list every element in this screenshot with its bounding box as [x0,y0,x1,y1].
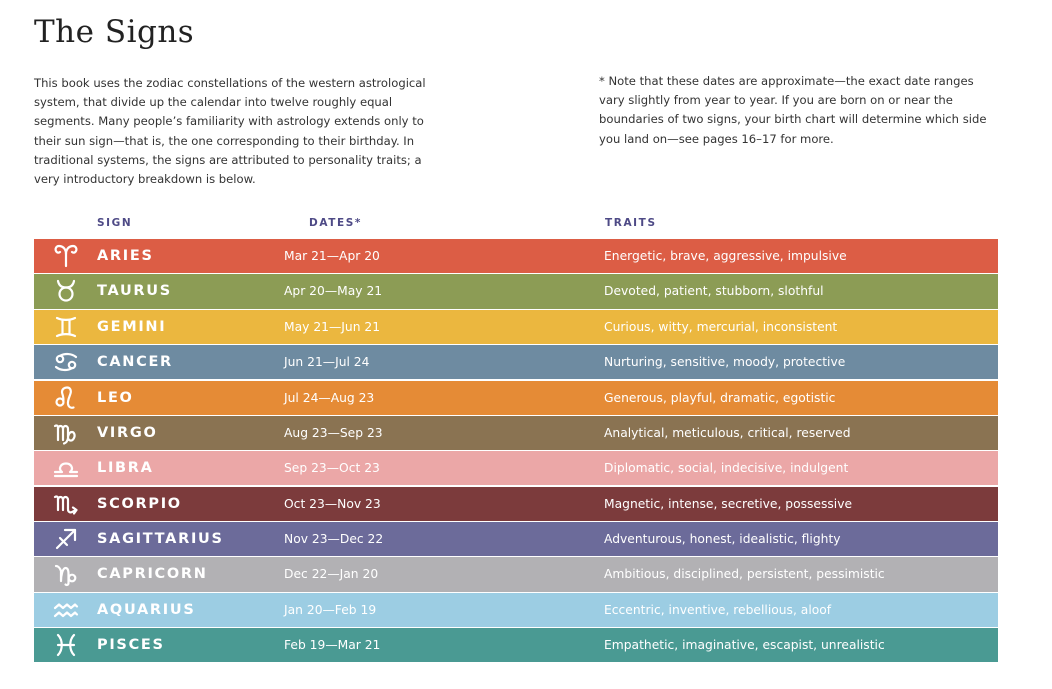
sign-dates: Apr 20—May 21 [284,284,383,299]
sign-dates: Aug 23—Sep 23 [284,425,383,440]
sign-traits: Devoted, patient, stubborn, slothful [604,284,824,299]
sign-traits: Analytical, meticulous, critical, reserved [604,425,851,440]
sign-traits: Eccentric, inventive, rebellious, aloof [604,602,832,617]
sign-traits: Nurturing, sensitive, moody, protective [604,355,846,370]
sign-dates: Dec 22—Jan 20 [284,567,379,582]
table-row [34,345,998,379]
capricorn-icon [34,557,97,591]
table-row [34,487,998,521]
table-row [34,628,998,662]
aries-icon [34,239,97,273]
table-row [34,451,998,485]
pisces-icon [34,628,97,662]
page-title: The Signs [34,14,195,50]
sign-name: AQUARIUS [97,601,196,618]
sign-dates: Sep 23—Oct 23 [284,461,380,476]
table-row [34,593,998,627]
sagittarius-icon [34,522,97,556]
sign-traits: Curious, witty, mercurial, inconsistent [604,319,838,334]
table-row [34,274,998,308]
sign-name: SCORPIO [97,495,182,512]
sign-name: PISCES [97,637,165,654]
sign-name: SAGITTARIUS [97,531,224,547]
dates-note: * Note that these dates are approximate—the exact date ranges vary slightly from year to year. If you are born on or near the boundaries of two signs, your birth chart will determine which side you land on—see pages 16–17 for more. [599,74,987,146]
sign-traits: Ambitious, disciplined, persistent, pessimistic [604,567,885,582]
table-row [34,381,998,415]
table-row [34,522,998,556]
sign-dates: Nov 23—Dec 22 [284,532,384,546]
sign-dates: Jan 20—Feb 19 [284,602,377,617]
gemini-icon [34,310,97,344]
sign-name: LIBRA [97,460,154,477]
leo-icon [34,381,97,415]
table-row [34,310,998,344]
sign-dates: Oct 23—Nov 23 [284,496,381,511]
column-header-dates: DATES* [309,217,363,229]
table-row [34,557,998,591]
sign-traits: Empathetic, imaginative, escapist, unrealistic [604,638,885,653]
sign-traits: Energetic, brave, aggressive, impulsive [604,249,847,263]
libra-icon [34,451,97,485]
zodiac-table [34,239,998,664]
sign-traits: Magnetic, intense, secretive, possessive [604,496,853,511]
taurus-icon [34,274,97,308]
sign-traits: Generous, playful, dramatic, egotistic [604,390,836,405]
sign-dates: May 21—Jun 21 [284,319,381,334]
column-header-sign: SIGN [97,217,133,229]
intro-paragraph: This book uses the zodiac constellations of the western astrological system, that divide up the calendar into twelve roughly equal segments. Many people’s familiarity with astrology extends only to their sun sign—that is, the one corresponding to their birthday. In traditional systems, the signs are attributed to personality traits; a very introductory breakdown is below. [34,76,426,187]
sign-name: LEO [97,389,134,406]
table-row [34,239,998,273]
column-header-traits: TRAITS [605,217,657,229]
table-row [34,416,998,450]
cancer-icon [34,345,97,379]
sign-dates: Jul 24—Aug 23 [284,390,375,405]
sign-name: VIRGO [97,424,158,441]
sign-dates: Feb 19—Mar 21 [284,638,381,653]
sign-name: CANCER [97,354,173,371]
sign-dates: Jun 21—Jul 24 [284,355,370,370]
sign-name: TAURUS [97,283,172,300]
sign-name: GEMINI [97,318,167,335]
sign-traits: Diplomatic, social, indecisive, indulgent [604,461,849,476]
sign-dates: Mar 21—Apr 20 [284,249,380,263]
sign-traits: Adventurous, honest, idealistic, flighty [604,532,841,546]
scorpio-icon [34,487,97,521]
sign-name: CAPRICORN [97,566,208,583]
virgo-icon [34,416,97,450]
sign-name: ARIES [97,248,154,264]
aquarius-icon [34,593,97,627]
